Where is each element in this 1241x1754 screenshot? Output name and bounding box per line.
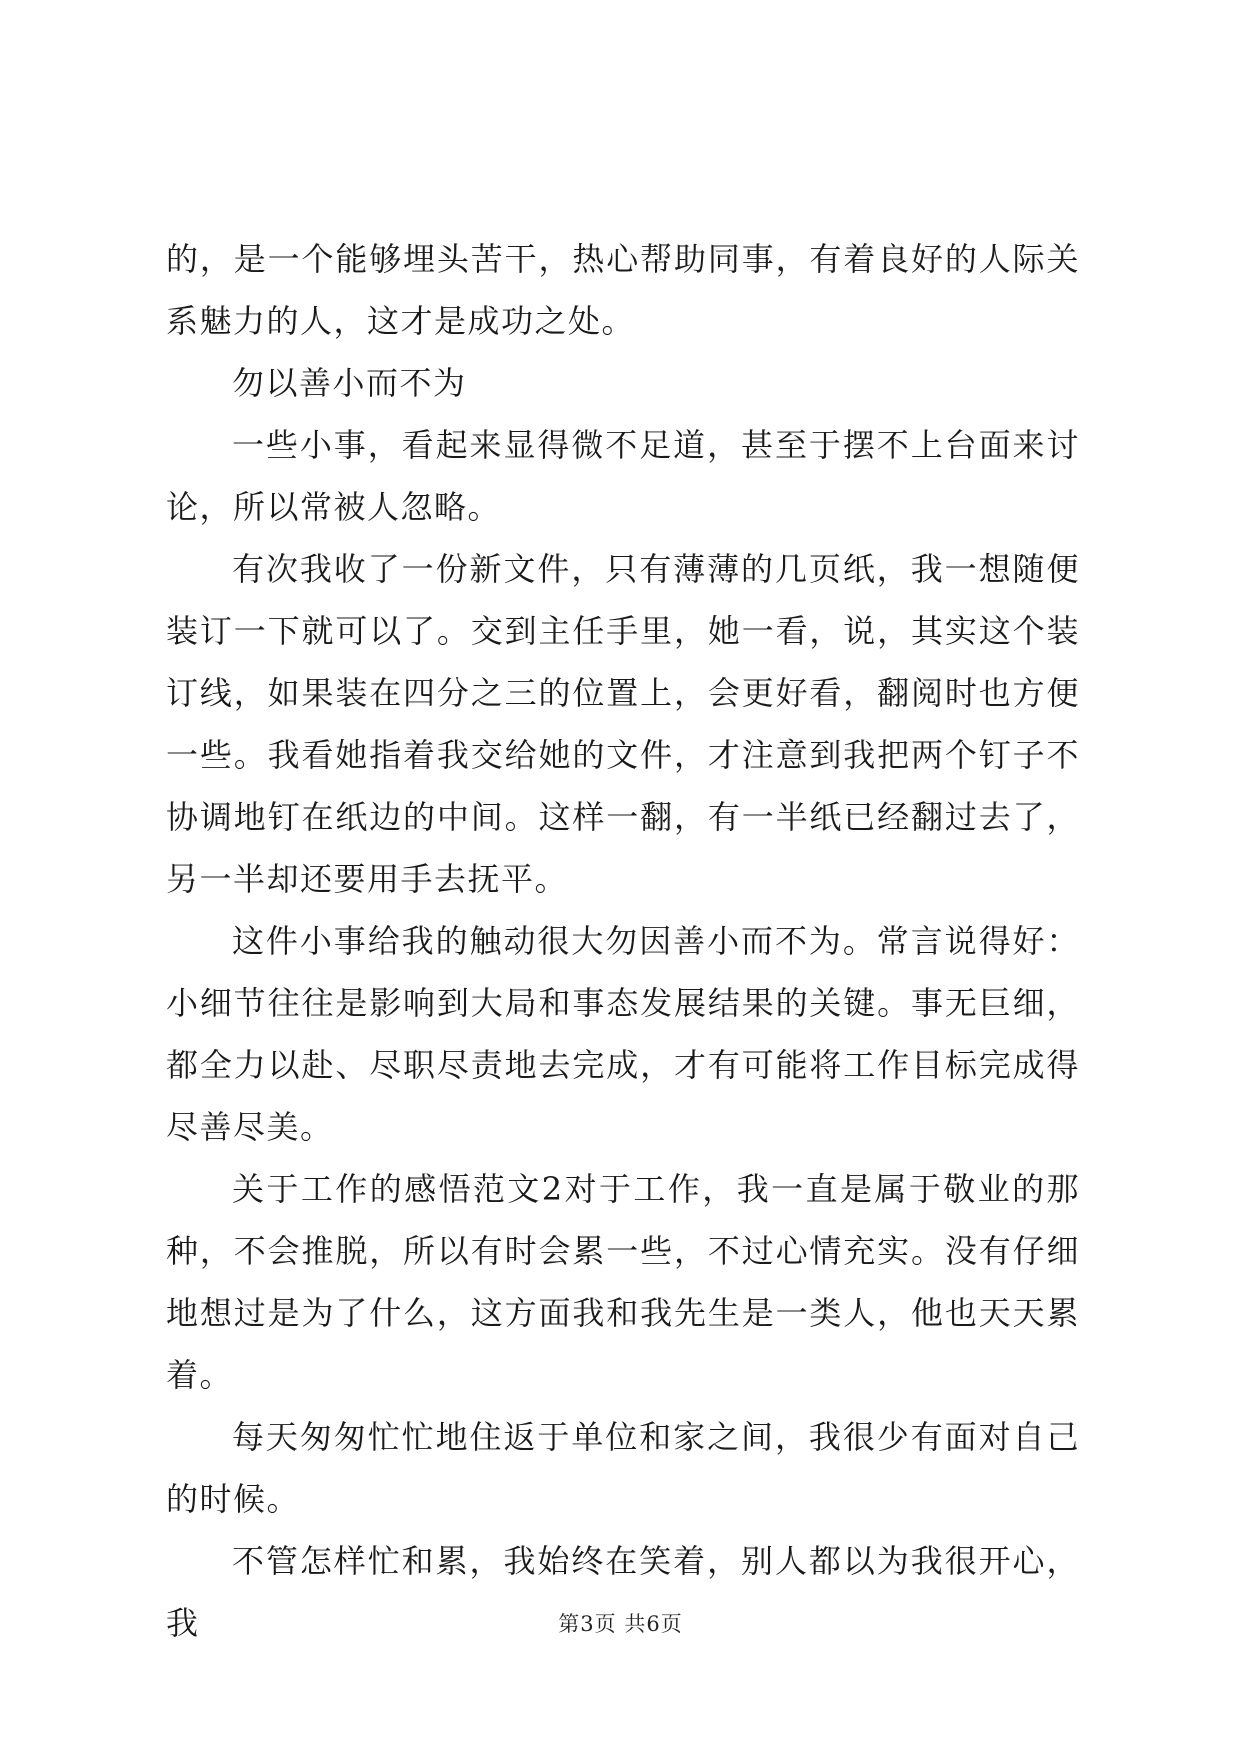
document-body — [166, 228, 1080, 1654]
paragraph-8: 不管怎样忙和累，我始终在笑着，别人都以为我很开心，我 — [166, 1542, 1080, 1642]
paragraph-5: 这件小事给我的触动很大勿因善小而不为。常言说得好：小细节往往是影响到大局和事态发展结果的关键。事无巨细，都全力以赴、尽职尽责地去完成，才有可能将工作目标完成得尽善尽美。 — [166, 922, 1080, 1146]
paragraph-6: 关于工作的感悟范文2对于工作，我一直是属于敬业的那种，不会推脱，所以有时会累一些，不过心情充实。没有仔细地想过是为了什么，这方面我和我先生是一类人，他也天天累着。 — [166, 1170, 1080, 1394]
section-heading: 勿以善小而不为 — [232, 364, 467, 402]
paragraph-4: 有次我收了一份新文件，只有薄薄的几页纸，我一想随便装订一下就可以了。交到主任手里，她一看，说，其实这个装订线，如果装在四分之三的位置上，会更好看，翻阅时也方便一些。我看她指着我交给她的文件，才注意到我把两个钉子不协调地钉在纸边的中间。这样一翻，有一半纸已经翻过去了，另一半却还要用手去抚平。 — [166, 550, 1080, 898]
paragraph-3: 一些小事，看起来显得微不足道，甚至于摆不上台面来讨论，所以常被人忽略。 — [166, 426, 1080, 526]
page-footer: 第3页 共6页 — [558, 1612, 683, 1636]
paragraph-1: 的，是一个能够埋头苦干，热心帮助同事，有着良好的人际关系魅力的人，这才是成功之处。 — [166, 240, 1080, 340]
paragraph-7: 每天匆匆忙忙地住返于单位和家之间，我很少有面对自己的时候。 — [166, 1418, 1080, 1518]
